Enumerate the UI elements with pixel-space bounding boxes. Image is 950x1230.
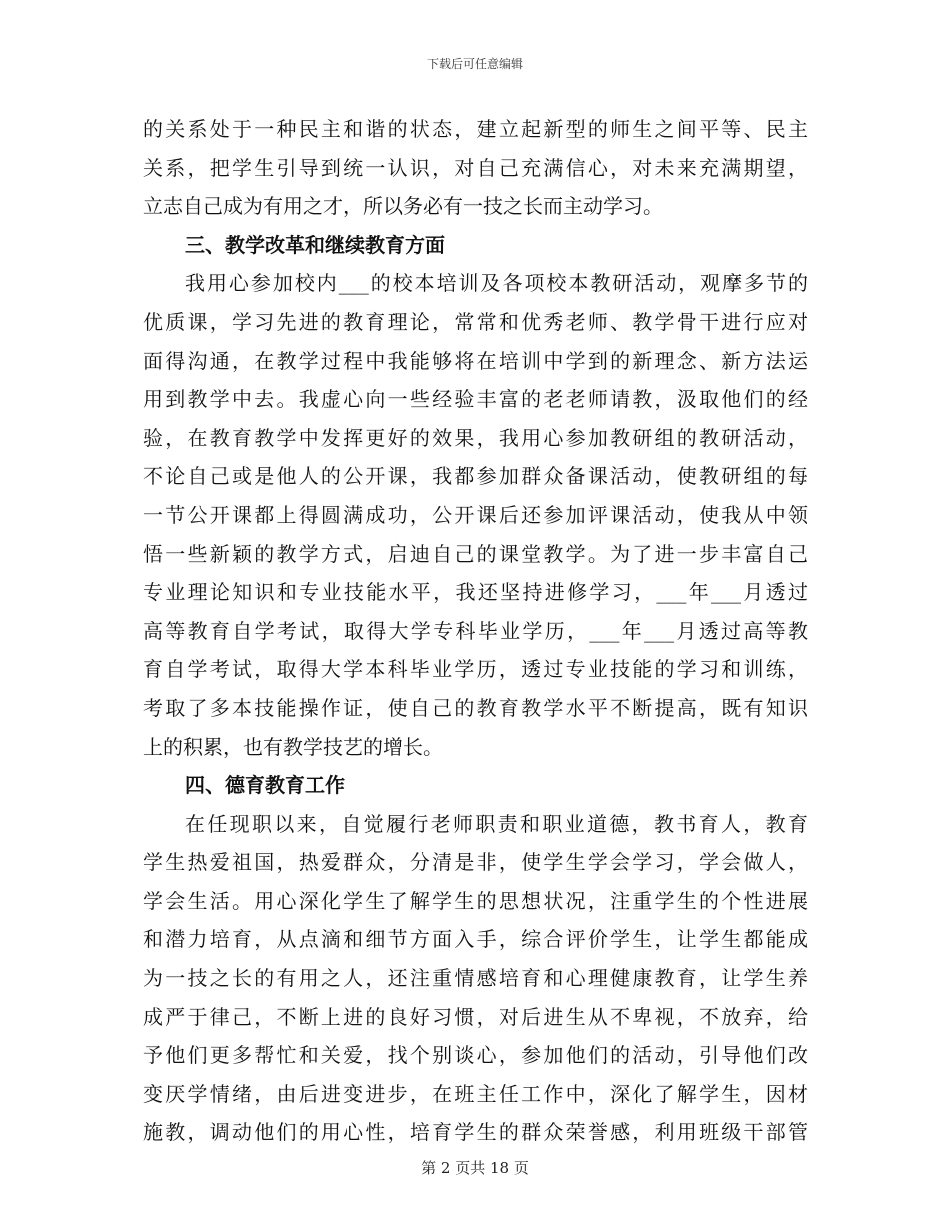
paragraph-line: 予他们更多帮忙和关爱，找个别谈心，参加他们的活动，引导他们改 xyxy=(143,1043,808,1068)
paragraph-line: 面得沟通，在教学过程中我能够将在培训中学到的新理念、新方法运 xyxy=(143,348,808,373)
paragraph-line: 高等教育自学考试，取得大学专科毕业学历，___年___月透过高等教 xyxy=(143,618,808,643)
paragraph-line: 育自学考试，取得大学本科毕业学历，透过专业技能的学习和训练， xyxy=(143,657,808,682)
paragraph-line: 用到教学中去。我虚心向一些经验丰富的老老师请教，汲取他们的经 xyxy=(143,387,808,412)
paragraph-line: 优质课，学习先进的教育理论，常常和优秀老师、教学骨干进行应对 xyxy=(143,309,808,334)
paragraph-line: 和潜力培育，从点滴和细节方面入手，综合评价学生，让学生都能成 xyxy=(143,927,808,952)
paragraph-line: 为一技之长的有用之人，还注重情感培育和心理健康教育，让学生养 xyxy=(143,966,808,991)
paragraph-line: 在任现职以来，自觉履行老师职责和职业道德，教书育人，教育 xyxy=(185,811,808,836)
paragraph-line: 验，在教育教学中发挥更好的效果，我用心参加教研组的教研活动， xyxy=(143,425,808,450)
paragraph-line: 关系，把学生引导到统一认识，对自己充满信心，对未来充满期望， xyxy=(143,155,808,180)
section-heading-4: 四、德育教育工作 xyxy=(185,773,345,798)
paragraph-line: 学会生活。用心深化学生了解学生的思想状况，注重学生的个性进展 xyxy=(143,888,808,913)
section-heading-3: 三、教学改革和继续教育方面 xyxy=(185,232,445,257)
paragraph-line: 施教，调动他们的用心性，培育学生的群众荣誉感，利用班级干部管 xyxy=(143,1120,808,1145)
document-body xyxy=(143,110,808,1152)
paragraph-line: 考取了多本技能操作证，使自己的教育教学水平不断提高，既有知识 xyxy=(143,695,808,720)
paragraph-line: 变厌学情绪，由后进变进步，在班主任工作中，深化了解学生，因材 xyxy=(143,1081,808,1106)
paragraph-line: 立志自己成为有用之才，所以务必有一技之长而主动学习。 xyxy=(143,194,663,219)
paragraph-line: 上的积累，也有教学技艺的增长。 xyxy=(143,734,443,759)
paragraph-line: 的关系处于一种民主和谐的状态，建立起新型的师生之间平等、民主 xyxy=(143,117,808,141)
page-footer: 第 2 页共 18 页 xyxy=(421,1159,529,1177)
paragraph-line: 我用心参加校内___的校本培训及各项校本教研活动，观摩多节的 xyxy=(185,271,808,296)
page-header: 下载后可任意编辑 xyxy=(426,57,523,71)
paragraph-line: 不论自己或是他人的公开课，我都参加群众备课活动，使教研组的每 xyxy=(143,464,808,489)
paragraph-line: 成严于律己，不断上进的良好习惯，对后进生从不卑视，不放弃，给 xyxy=(143,1004,808,1029)
paragraph-line: 专业理论知识和专业技能水平，我还坚持进修学习，___年___月透过 xyxy=(143,580,808,605)
paragraph-line: 学生热爱祖国，热爱群众，分清是非，使学生学会学习，学会做人， xyxy=(143,850,808,875)
paragraph-line: 一节公开课都上得圆满成功，公开课后还参加评课活动，使我从中领 xyxy=(143,502,808,527)
paragraph-line: 悟一些新颖的教学方式，启迪自己的课堂教学。为了进一步丰富自己 xyxy=(143,541,808,566)
